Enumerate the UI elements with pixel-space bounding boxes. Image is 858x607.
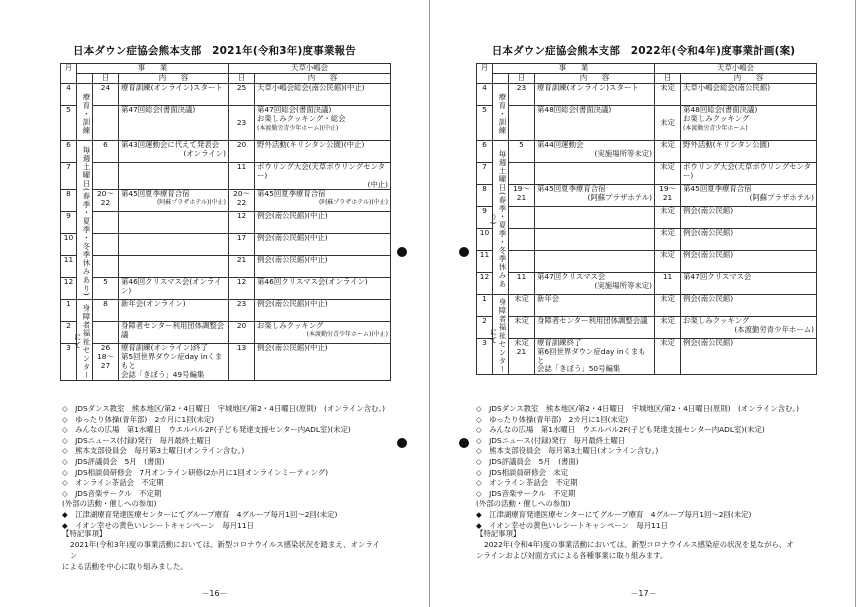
table-row: 12 5 第46回クリスマス会(オンライン) 12 第46回クリスマス会(オンライン) [61,278,391,300]
header-month: 月 [477,64,493,84]
list-item: ◇ JDS相談員研修会 7月オンライン研修(2か月に1回オンラインミーティング) [62,467,329,477]
table-row: 4 療育・訓練 24 療育訓練(オンライン)スタート 25 天草小嶋会総会(南公民館)(中止) [61,84,391,106]
page-title: 日本ダウン症協会熊本支部 2022年(令和4年)度事業計画(案) [491,45,796,57]
header-aday: 日 [655,74,681,84]
vertical-label: 毎週土曜日(春季・夏季・冬季休みあり) [77,141,93,300]
list-item: ◇ みんなの広場 第1水曜日 ウエルパル2F(子ども発達支援センター内ADL室)(未定) [62,425,351,435]
list-item: ◇ みんなの広場 第1水曜日 ウエルパル2F(子ども発達支援センター内ADL室)(未定) [476,425,765,435]
table-row: 11 未定 例会(南公民館) [477,251,817,273]
table-row: 11 21 例会(南公民館)(中止) [61,256,391,278]
table-row: 2 身障者センター利用団体調整会議 20 お楽しみクッキング (本渡勤労青少年ホーム)(中止) [61,322,391,344]
special-title: 【特記事項】 [62,529,107,538]
schedule-table [60,63,391,381]
special-text: ンラインおよび対面方式による各種事業に取り組みます。 [476,551,668,560]
table-row: 1 身障者福祉センターにて 8 新年会(オンライン) 23 例会(南公民館)(中止) [61,300,391,322]
list-item: ◆ イオン幸せの黄色いレシートキャンペーン 毎月11日 [476,520,668,530]
page-edge [855,0,856,607]
vertical-label: 身障者福祉センターにて [77,300,93,380]
list-item: ◇ オンライン茶話会 不定期 [476,478,578,488]
list-item: ◇ 熊本支部役員会 毎月第3土曜日(オンライン含む。) [62,446,245,456]
header-aday: 日 [229,74,255,84]
header-day: 日 [509,74,535,84]
notes-list [476,404,836,531]
punch-hole-icon [397,247,407,257]
list-item: ◇ JDS音楽サークル 不定期 [476,488,576,498]
table-row: 9 12 例会(南公民館)(中止) [61,212,391,234]
list-item: ◇ JDSダンス教室 熊本地区/第2・4日曜日 宇城地区/第2・4日曜日(原則) (オンライン含む。) [476,404,799,413]
list-item: ◆ イオン幸せの黄色いレシートキャンペーン 毎月11日 [62,520,254,530]
vertical-label: 療育・訓練 [77,84,93,141]
punch-hole-icon [397,438,407,448]
page-number: －16－ [201,589,228,598]
list-item: ◇ オンライン茶話会 不定期 [62,478,164,488]
table-row: 12 11 第47回クリスマス会 (実施場所等未定) 11 第47回クリスマス会 [477,273,817,295]
header-content: 内 容 [535,74,655,84]
special-title: 【特記事項】 [476,529,521,538]
page-divider [429,0,430,607]
punch-hole-icon [459,438,469,448]
special-text: 2022年(令和4年)度の事業活動においては、新型コロナウイルス感染症の状況を見ながら、オ [484,540,794,549]
header-day: 日 [93,74,119,84]
header-amakusa: 天草小嶋会 [655,64,817,74]
header-content: 内 容 [119,74,229,84]
vertical-label: 毎週土曜日(春季・夏季・冬季休みあり) [493,141,509,295]
list-item: ◇ 熊本支部役員会 毎月第3土曜日(オンライン含む。) [476,446,659,456]
page-title: 日本ダウン症協会熊本支部 2021年(令和3年)度事業報告 [73,45,356,57]
special-text: による活動を中心に取り組みました。 [62,562,188,571]
table-row: 9 未定 例会(南公民館) [477,207,817,229]
list-item: ◇ ゆったり体操(青年部) 2カ月に1回(未定) [62,414,215,424]
list-item: ◆ 江津湖療育発達医療センターにてグループ療育 4グループ毎月1回～2回(未定) [62,509,338,519]
table-row: 2 未定 身障者センター利用団体調整会議 未定 お楽しみクッキング (本渡勤労青少年ホーム) [477,317,817,339]
header-jigyou: 事 業 [77,64,229,74]
table-row: 5 第47回総会(書面決議) 23 第47回総会(書面決議) お楽しみクッキング・総会 (本渡勤労青少年ホーム)(中止) [61,106,391,141]
list-item: (外部の活動・催しへの参加) [476,499,571,509]
list-item: ◇ JDS音楽サークル 不定期 [62,488,162,498]
list-item: ◇ JDS評議員会 5月 (書面) [62,456,165,466]
list-item: ◇ ゆったり体操(青年部) 2カ月に1回(未定) [476,414,629,424]
table-row: 3 26 18～27 療育訓練(オンライン)終了 第5回世界ダウン症day inくまもと 会誌「きぼう」49号編集 13 例会(南公民館)(中止) [61,344,391,380]
table-row: 10 未定 例会(南公民館) [477,229,817,251]
list-item: (外部の活動・催しへの参加) [62,499,157,509]
header-month: 月 [61,64,77,84]
table-row: 10 17 例会(南公民館)(中止) [61,234,391,256]
punch-hole-icon [459,247,469,257]
list-item: ◇ JDS相談員研修会 未定 [476,467,569,477]
table-row: 3 未定 21 療育訓練終了 第6回世界ダウン症day inくまもと 会誌「きぼう」50号編集 未定 例会(南公民館) [477,339,817,375]
table-row: 6 毎週土曜日(春季・夏季・冬季休みあり) 6 第43回運動会に代えて発表会 (オンライン) 20 野外活動(キリシタン公園)(中止) [61,141,391,163]
list-item: ◇ JDS評議員会 5月 (書面) [476,456,579,466]
table-row: 4 療育・訓練 23 療育訓練(オンライン)スタート 未定 天草小嶋会総会(南公民館) [477,84,817,106]
table-row: 8 20～22 第45回夏季療育合宿 (阿蘇プラザホテル)(中止) 20～22 第45回夏季療育合宿 (阿蘇プラザホテル)(中止) [61,190,391,212]
special-notes [476,528,821,561]
table-row: 7 未定 ボウリング大会(天草ボウリングセンター) [477,163,817,185]
table-row: 5 第48回総会(書面決議) 未定 第48回総会(書面決議) お楽しみクッキング (本渡勤労青少年ホーム) [477,106,817,141]
list-item: ◇ JDSニュース(付録)発行 毎月最終土曜日 [476,435,626,445]
vertical-label: 療育・訓練 [493,84,509,141]
table-row: 1 身障者福祉センターにて 未定 新年会 未定 例会(南公民館) [477,295,817,317]
table-row: 7 11 ボウリング大会(天草ボウリングセンター) (中止) [61,163,391,190]
vertical-label: 身障者福祉センターにて [493,295,509,375]
schedule-table [476,63,817,375]
list-item: ◇ JDSニュース(付録)発行 毎月最終土曜日 [62,435,212,445]
table-row: 6 毎週土曜日(春季・夏季・冬季休みあり) 5 第44回運動会 (実施場所等未定) 未定 野外活動(キリシタン公園) [477,141,817,163]
special-text: 2021年(令和3年)度の事業活動においては、新型コロナウイルス感染状況を踏まえ、オンライン [70,540,380,560]
page-right [429,0,858,607]
page-number: －17－ [630,589,657,598]
list-item: ◇ JDSダンス教室 熊本地区/第2・4日曜日 宇城地区/第2・4日曜日(原則) (オンライン含む。) [62,404,385,413]
header-acontent: 内 容 [681,74,817,84]
header-amakusa: 天草小嶋会 [229,64,391,74]
header-jigyou: 事 業 [493,64,655,74]
header-acontent: 内 容 [255,74,391,84]
special-notes [62,528,382,572]
list-item: ◆ 江津湖療育発達医療センターにてグループ療育 4グループ毎月1回～2回(未定) [476,509,752,519]
notes-list [62,404,402,531]
table-row: 8 19～21 第45回夏季療育合宿 (阿蘇プラザホテル) 19～21 第45回夏季療育合宿 (阿蘇プラザホテル) [477,185,817,207]
